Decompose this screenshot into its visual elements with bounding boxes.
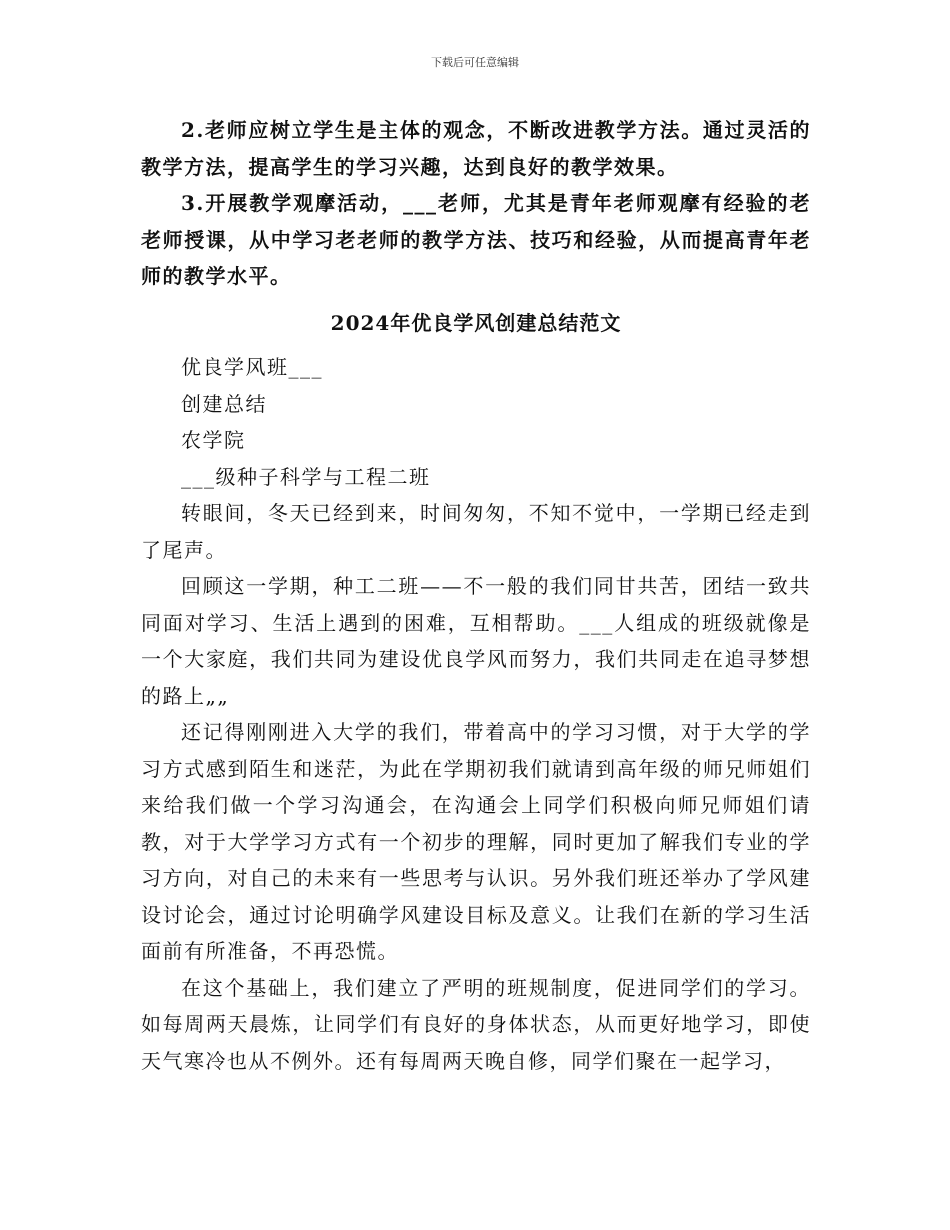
subtitle-line-summary: 创建总结 xyxy=(181,391,267,416)
paragraph: 回顾这一学期，种工二班——不一般的我们同甘共苦，团结一致共同面对学习、生活上遇到的困难，互相帮助。___人组成的班级就像是一个大家庭，我们共同为建设优良学风而努力，我们共同走在追寻梦想的路上„„ xyxy=(141,574,811,708)
list-item-2: 2.老师应树立学生是主体的观念，不断改进教学方法。通过灵活的教学方法，提高学生的学习兴趣，达到良好的教学效果。 xyxy=(141,118,811,179)
subtitle-line-class: 优良学风班___ xyxy=(181,355,323,379)
paragraph: 还记得刚刚进入大学的我们，带着高中的学习习惯，对于大学的学习方式感到陌生和迷茫，为此在学期初我们就请到高年级的师兄师姐们来给我们做一个学习沟通会，在沟通会上同学们积极向师兄师姐们请教，对于大学学习方式有一个初步的理解，同时更加了解我们专业的学习方向，对自己的未来有一些思考与认识。另外我们班还举办了学风建设讨论会，通过讨论明确学风建设目标及意义。让我们在新的学习生活面前有所准备，不再恐慌。 xyxy=(141,720,811,963)
article-title: 2024年优良学风创建总结范文 xyxy=(330,310,622,335)
list-item-3: 3.开展教学观摩活动，___老师，尤其是青年老师观摩有经验的老老师授课，从中学习老老师的教学方法、技巧和经验，从而提高青年老师的教学水平。 xyxy=(141,191,811,288)
subtitle-line-college: 农学院 xyxy=(181,428,246,452)
page-header-note: 下载后可任意编辑 xyxy=(431,56,519,69)
document-body xyxy=(141,112,811,1079)
paragraph: 在这个基础上，我们建立了严明的班规制度，促进同学们的学习。如每周两天晨炼，让同学们有良好的身体状态，从而更好地学习，即使天气寒冷也从不例外。还有每周两天晚自修，同学们聚在一起学习， xyxy=(141,975,811,1073)
subtitle-line-major: ___级种子科学与工程二班 xyxy=(181,464,431,489)
paragraph: 转眼间，冬天已经到来，时间匆匆，不知不觉中，一学期已经走到了尾声。 xyxy=(141,501,811,562)
